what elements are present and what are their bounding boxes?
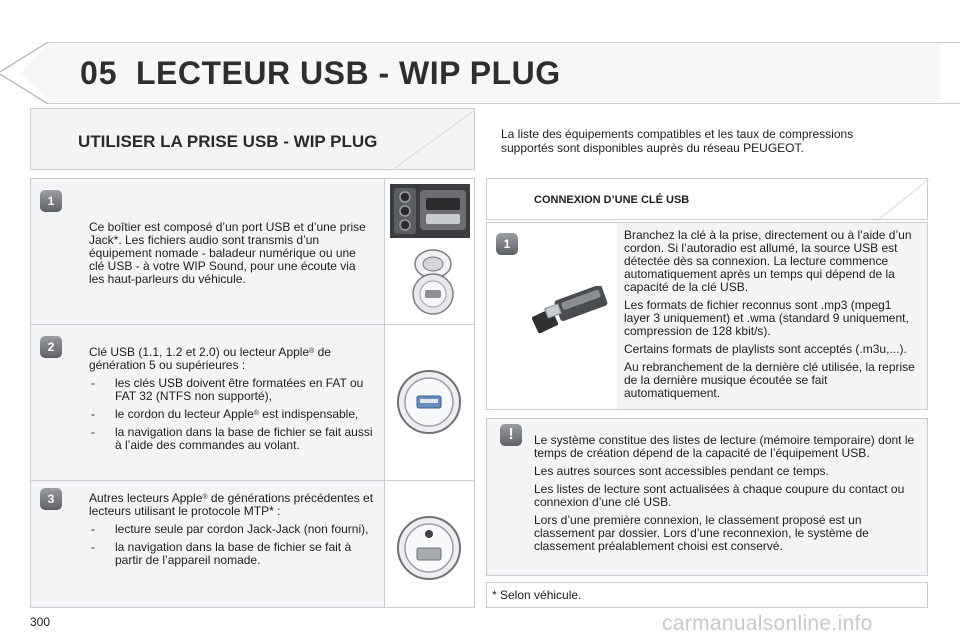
registered-mark: ® — [253, 410, 259, 417]
left-divider-2 — [30, 480, 475, 481]
warning-paragraph-2: Les autres sources sont accessibles pendant ce temps. — [534, 464, 829, 478]
warning-icon: ! — [500, 424, 522, 446]
usb-connection-paragraph-2: Les formats de fichier reconnus sont .mp3 (mpeg1 layer 3 uniquement) et .wma (standard 9 uniquement, compression de 128 kbit/s). — [624, 298, 909, 338]
item2-intro-part1: Clé USB (1.1, 1.2 et 2.0) ou lecteur Apple — [89, 345, 310, 359]
warning-text — [534, 434, 920, 558]
intro-text: La liste des équipements compatibles et les taux de compressions supportés sont disponibles auprès du réseau PEUGEOT. — [501, 127, 854, 155]
usb-connection-text — [624, 229, 920, 405]
usb-connection-paragraph-3: Certains formats de playlists sont acceptés (.m3u,...). — [624, 342, 907, 356]
step-badge-1: 1 — [40, 190, 62, 212]
item3-intro-part1: Autres lecteurs Apple — [89, 491, 203, 505]
item2-block — [89, 346, 374, 457]
warning-paragraph-4: Lors d’une première connexion, le classement proposé est un classement par dossier. Lors d’une reconnexion, le système de classement préalablement choisi est conservé. — [534, 513, 869, 553]
left-divider-1 — [30, 324, 475, 325]
step-badge-2: 2 — [40, 336, 62, 358]
item2-bullet-2 — [89, 408, 374, 421]
item2-intro-part2: de génération 5 ou supérieures : — [89, 345, 331, 372]
item3-intro — [89, 492, 374, 518]
item3-intro-part2: de générations précédentes et lecteurs utilisant le protocole MTP* : — [89, 491, 374, 518]
usb-connection-paragraph-1: Branchez la clé à la prise, directement ou à l’aide d’un cordon. Si l’autoradio est allumé, la source USB est détectée dès sa connexion. La lecture commence automatiquement après un temps qui dépend de la capacité de la clé USB. — [624, 228, 912, 294]
item3-bullet-list — [89, 523, 374, 567]
chapter-title: LECTEUR USB - WIP PLUG — [136, 55, 561, 91]
watermark: carmanualsonline.info — [662, 612, 873, 635]
item3-block — [89, 492, 374, 572]
item2-bullet2-part2: est indispensable, — [258, 407, 359, 421]
item2-bullet-3: - la navigation dans la base de fichier se fait aussi à l’aide des commandes au volant. — [89, 426, 374, 452]
registered-mark: ® — [309, 348, 315, 355]
subsection-title: CONNEXION D’UNE CLÉ USB — [534, 194, 690, 206]
usb-port-icon — [395, 368, 463, 436]
item2-intro — [89, 346, 374, 372]
item1-text: Ce boîtier est composé d’un port USB et d’une prise Jack*. Les fichiers audio sont transmis d’un équipement nomade - baladeur numérique ou une clé USB - à votre WIP Sound, pour une écoute via les haut-parleurs du véhicule. — [89, 220, 366, 286]
chapter-number: 05 — [80, 55, 118, 91]
item2-bullet2-part1: le cordon du lecteur Apple — [115, 407, 254, 421]
registered-mark: ® — [202, 494, 208, 501]
item3-bullet-1: - lecture seule par cordon Jack-Jack (non fourni), — [89, 523, 374, 536]
step-badge-3: 3 — [40, 488, 62, 510]
item2-bullet-1: - les clés USB doivent être formatées en FAT ou FAT 32 (NTFS non supporté), — [89, 377, 374, 403]
usb-jack-box-photo-icon — [390, 184, 470, 238]
warning-paragraph-1: Le système constitue des listes de lecture (mémoire temporaire) dont le temps de création dépend de la capacité de l’équipement USB. — [534, 433, 915, 460]
warning-paragraph-3: Les listes de lecture sont actualisées à chaque coupure du contact ou connexion d’une clé USB. — [534, 482, 905, 509]
page-number: 300 — [30, 615, 51, 629]
step-badge-right-1: 1 — [496, 233, 518, 255]
usb-connection-paragraph-4: Au rebranchement de la dernière clé utilisée, la reprise de la dernière musique écoutée se fait automatiquement. — [624, 360, 915, 400]
footnote: * Selon véhicule. — [492, 588, 582, 602]
usb-cover-open-icon — [408, 248, 458, 316]
item3-bullet-2: - la navigation dans la base de fichier se fait à partir de l’appareil nomade. — [89, 541, 374, 567]
jack-port-icon — [395, 514, 463, 582]
item2-bullet-list — [89, 377, 374, 452]
usb-key-icon — [532, 286, 614, 334]
section-title: UTILISER LA PRISE USB - WIP PLUG — [78, 132, 378, 151]
